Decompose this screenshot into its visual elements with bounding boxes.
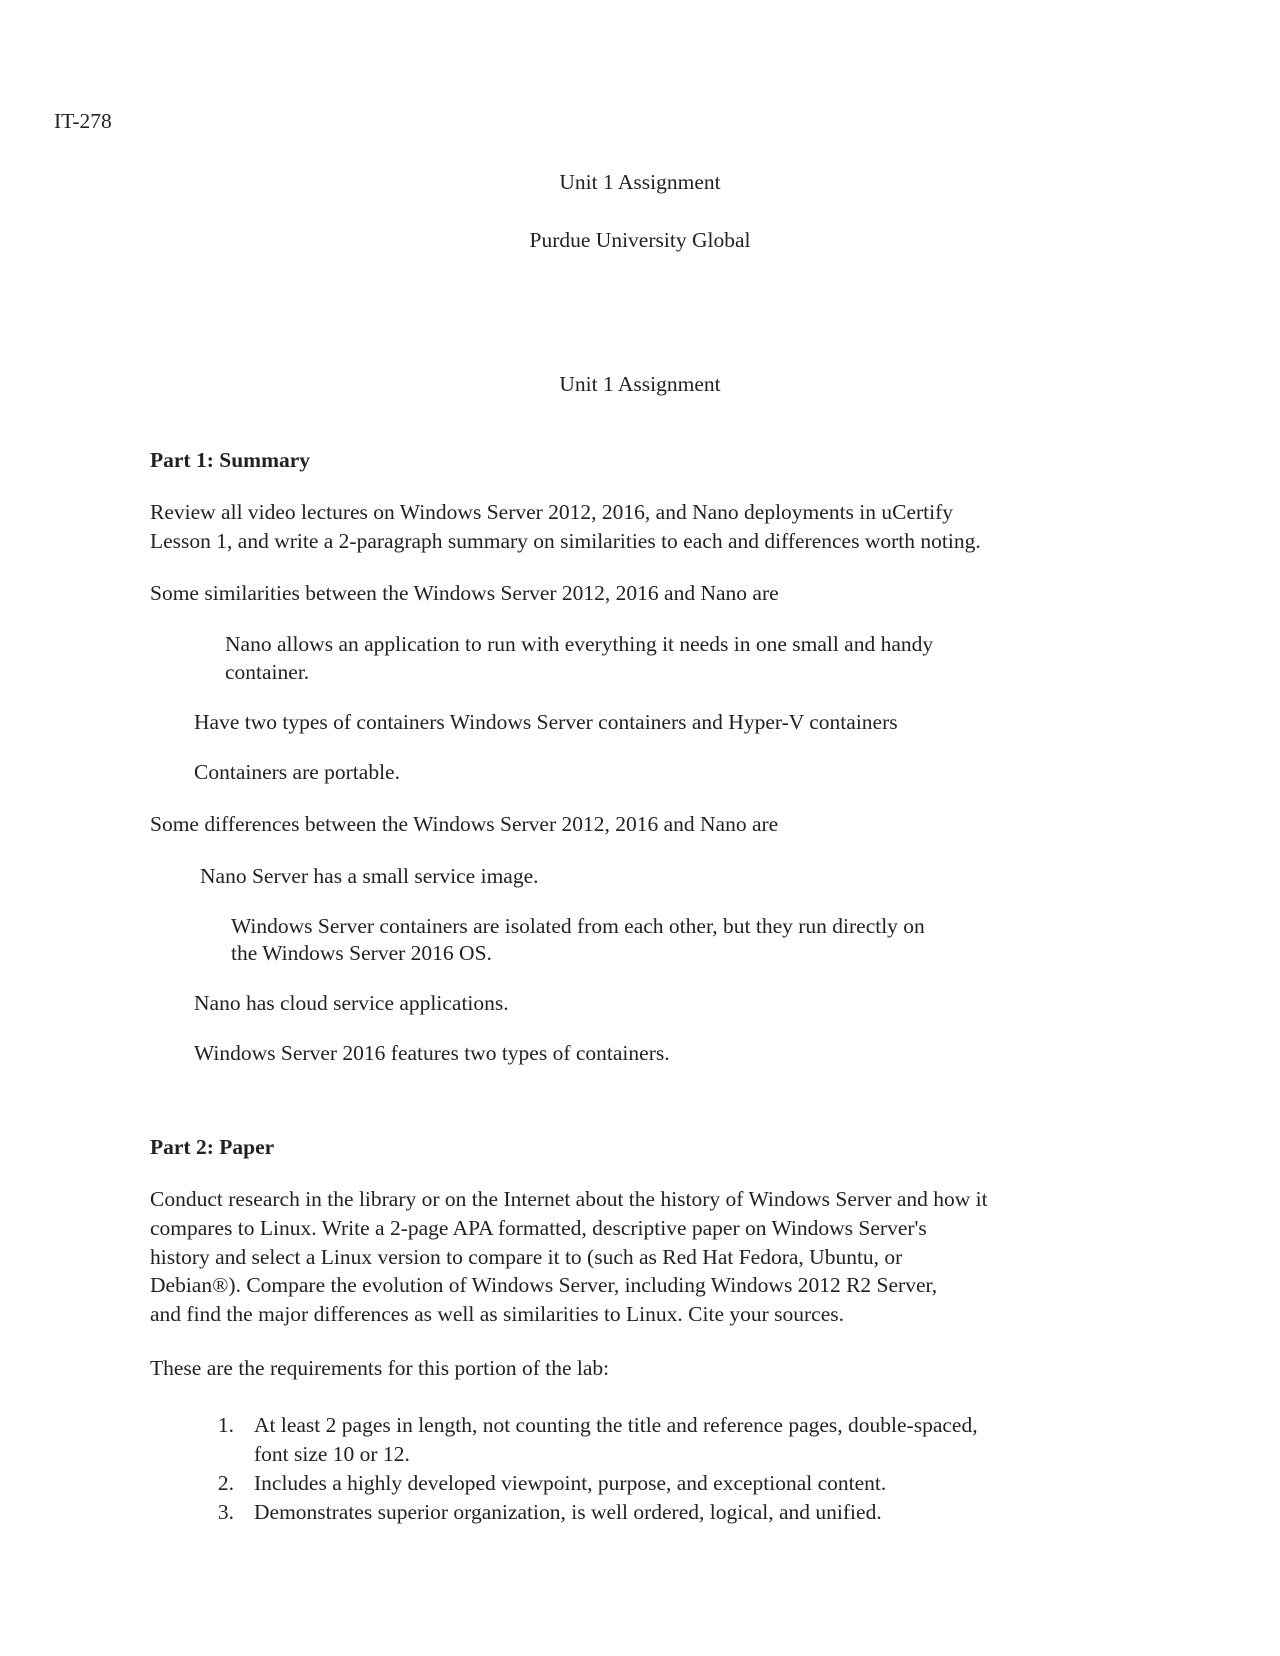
part2-heading: Part 2: Paper — [150, 1135, 275, 1159]
part1-prompt-line: Lesson 1, and write a 2-paragraph summary on similarities to each and differences worth noting. — [150, 529, 981, 553]
part2-prompt-line: compares to Linux. Write a 2-page APA formatted, descriptive paper on Windows Server's — [150, 1216, 927, 1240]
list-item: Have two types of containers Windows Server containers and Hyper-V containers — [194, 710, 898, 734]
list-item-continuation: font size 10 or 12. — [254, 1442, 410, 1466]
list-item: Windows Server 2016 features two types of containers. — [194, 1041, 670, 1065]
list-item: Windows Server containers are isolated from each other, but they run directly on — [231, 914, 925, 938]
differences-intro: Some differences between the Windows Server 2012, 2016 and Nano are — [150, 812, 779, 836]
part2-prompt-line: Debian®). Compare the evolution of Windows Server, including Windows 2012 R2 Server, — [150, 1273, 938, 1297]
list-item: Nano Server has a small service image. — [200, 864, 539, 888]
title-page-institution: Purdue University Global — [529, 228, 751, 252]
list-item-continuation: the Windows Server 2016 OS. — [231, 941, 492, 965]
similarities-intro: Some similarities between the Windows Server 2012, 2016 and Nano are — [150, 581, 779, 605]
part1-prompt-line: Review all video lectures on Windows Server 2012, 2016, and Nano deployments in uCertify — [150, 500, 954, 524]
list-item-text: At least 2 pages in length, not counting the title and reference pages, double-spaced, — [254, 1413, 978, 1437]
list-number: 3. — [217, 1500, 234, 1524]
body-title: Unit 1 Assignment — [559, 372, 721, 396]
list-item-continuation: container. — [225, 660, 310, 684]
part1-heading: Part 1: Summary — [150, 448, 311, 472]
list-item-text: Demonstrates superior organization, is well ordered, logical, and unified. — [254, 1500, 882, 1524]
list-number: 2. — [217, 1471, 234, 1495]
list-item: Containers are portable. — [194, 760, 400, 784]
title-page-title: Unit 1 Assignment — [559, 170, 721, 194]
list-number: 1. — [217, 1413, 234, 1437]
list-item: Nano allows an application to run with everything it needs in one small and handy — [225, 632, 934, 656]
list-item: Nano has cloud service applications. — [194, 991, 509, 1015]
part2-prompt-line: and find the major differences as well as similarities to Linux. Cite your sources. — [150, 1302, 844, 1326]
part2-prompt-line: Conduct research in the library or on the Internet about the history of Windows Server and how it — [150, 1187, 988, 1211]
list-item-text: Includes a highly developed viewpoint, purpose, and exceptional content. — [254, 1471, 887, 1495]
requirements-intro: These are the requirements for this portion of the lab: — [150, 1356, 610, 1380]
part2-prompt-line: history and select a Linux version to compare it to (such as Red Hat Fedora, Ubuntu, or — [150, 1245, 903, 1269]
running-head: IT-278 — [54, 109, 112, 133]
